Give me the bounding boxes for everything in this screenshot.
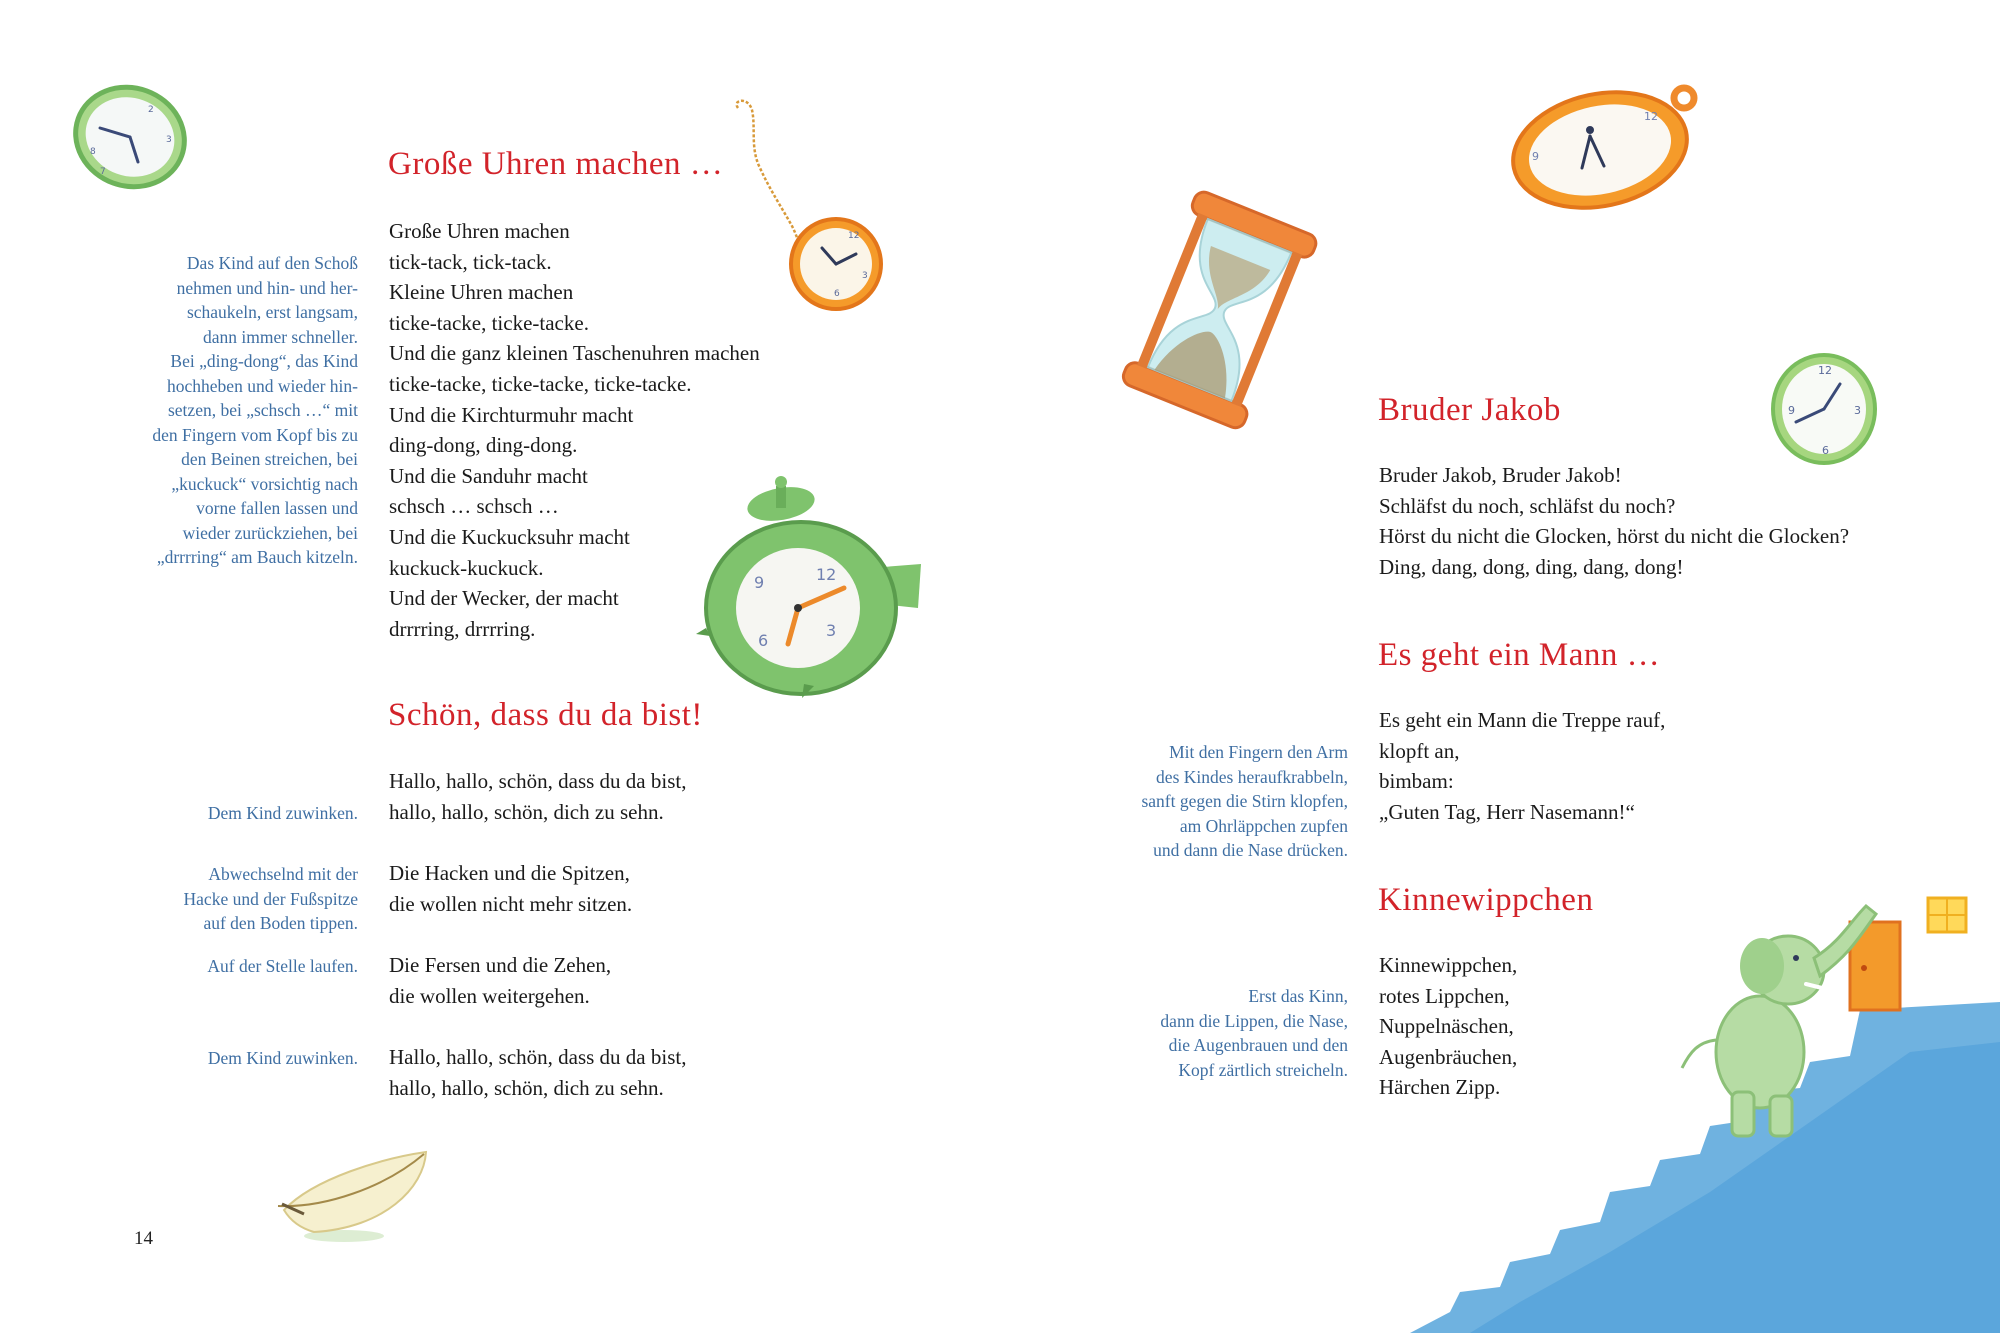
note-line: den Beinen streichen, bei xyxy=(181,449,358,469)
svg-text:9: 9 xyxy=(1788,404,1795,417)
instruction-note-grosse-uhren xyxy=(152,251,358,570)
svg-text:6: 6 xyxy=(758,631,769,650)
poem-stanza-3 xyxy=(389,950,611,1011)
instruction-note-kinnewippchen xyxy=(1160,984,1348,1082)
note-line: „drrrring“ am Bauch kitzeln. xyxy=(156,547,358,567)
note-line: Erst das Kinn, xyxy=(1248,986,1348,1006)
poem-line: ding-dong, ding-dong. xyxy=(389,433,578,458)
instruction-note-es-geht-ein-mann xyxy=(1141,740,1348,863)
feather-icon xyxy=(274,1148,434,1248)
poem-line: die wollen nicht mehr sitzen. xyxy=(389,891,633,916)
poem-line: Kleine Uhren machen xyxy=(389,280,574,305)
svg-text:12: 12 xyxy=(1644,110,1658,123)
note-line: des Kindes heraufkrabbeln, xyxy=(1156,766,1348,787)
poem-line: Bruder Jakob, Bruder Jakob! xyxy=(1379,463,1622,487)
poem-line: Härchen Zipp. xyxy=(1379,1075,1501,1100)
page-number: 14 xyxy=(134,1228,153,1249)
poem-line: Augenbräuchen, xyxy=(1379,1044,1518,1069)
poem-line: bimbam: xyxy=(1379,769,1454,794)
poem-line: Kinnewippchen, xyxy=(1379,953,1518,977)
poem-line: Große Uhren machen xyxy=(389,219,570,243)
svg-text:3: 3 xyxy=(826,621,837,640)
instruction-note-stanza-1 xyxy=(208,801,358,826)
note-line: sanft gegen die Stirn klopfen, xyxy=(1141,791,1348,811)
poem-line: Hallo, hallo, schön, dass du da bist, xyxy=(389,769,687,793)
poem-es-geht-ein-mann xyxy=(1379,705,1665,827)
svg-text:6: 6 xyxy=(1822,444,1829,457)
svg-text:12: 12 xyxy=(1818,364,1832,377)
poem-line: kuckuck-kuckuck. xyxy=(389,555,544,580)
song-title-schoen-dass-du-da-bist: Schön, dass du da bist! xyxy=(388,697,703,733)
svg-text:7: 7 xyxy=(100,167,106,177)
poem-line: Es geht ein Mann die Treppe rauf, xyxy=(1379,708,1666,732)
note-line: dann immer schneller. xyxy=(202,326,358,347)
note-line: Dem Kind zuwinken. xyxy=(207,1048,358,1068)
poem-line: schsch … schsch … xyxy=(389,494,559,519)
poem-line: Die Fersen und die Zehen, xyxy=(389,953,612,977)
song-title-es-geht-ein-mann: Es geht ein Mann … xyxy=(1378,637,1661,673)
note-line: auf den Boden tippen. xyxy=(203,913,358,933)
poem-line: klopft an, xyxy=(1379,738,1460,763)
note-line: dann die Lippen, die Nase, xyxy=(1160,1010,1348,1031)
note-line: nehmen und hin- und her- xyxy=(176,277,358,298)
note-line: den Fingern vom Kopf bis zu xyxy=(152,424,358,445)
poem-line: drrrring, drrrring. xyxy=(389,616,536,641)
song-title-kinnewippchen: Kinnewippchen xyxy=(1378,882,1594,918)
poem-line: Die Hacken und die Spitzen, xyxy=(389,861,630,885)
svg-text:3: 3 xyxy=(166,135,172,145)
poem-line: Und die ganz kleinen Taschenuhren machen xyxy=(389,341,760,366)
poem-line: Nuppelnäschen, xyxy=(1379,1014,1514,1039)
poem-line: Und die Kuckucksuhr macht xyxy=(389,524,630,549)
note-line: wieder zurückziehen, bei xyxy=(182,522,358,543)
note-line: Hacke und der Fußspitze xyxy=(183,888,358,909)
poem-line: tick-tack, tick-tack. xyxy=(389,249,552,274)
poem-line: die wollen weitergehen. xyxy=(389,983,590,1008)
poem-line: hallo, hallo, schön, dich zu sehn. xyxy=(389,1075,664,1100)
svg-text:3: 3 xyxy=(862,271,868,281)
note-line: schaukeln, erst langsam, xyxy=(186,302,358,322)
note-line: Kopf zärtlich streicheln. xyxy=(1178,1059,1348,1080)
svg-text:2: 2 xyxy=(148,105,154,115)
poem-bruder-jakob xyxy=(1379,460,1849,582)
poem-stanza-2 xyxy=(389,858,632,919)
poem-line: Und der Wecker, der macht xyxy=(389,586,619,611)
right-page xyxy=(1000,0,2000,1333)
svg-text:9: 9 xyxy=(754,573,765,592)
svg-text:8: 8 xyxy=(90,147,96,157)
poem-line: Und die Sanduhr macht xyxy=(389,463,588,488)
instruction-note-stanza-4 xyxy=(208,1046,358,1071)
note-line: die Augenbrauen und den xyxy=(1168,1035,1348,1055)
poem-line: Ding, dang, dong, ding, dang, dong! xyxy=(1379,554,1684,579)
note-line: Abwechselnd mit der xyxy=(208,864,358,884)
note-line: vorne fallen lassen und xyxy=(196,498,358,518)
svg-text:12: 12 xyxy=(816,565,837,584)
poem-line: hallo, hallo, schön, dich zu sehn. xyxy=(389,799,664,824)
note-line: hochheben und wieder hin- xyxy=(167,375,358,396)
note-line: setzen, bei „schsch …“ mit xyxy=(167,400,358,420)
poem-line: „Guten Tag, Herr Nasemann!“ xyxy=(1379,799,1635,824)
note-line: „kuckuck“ vorsichtig nach xyxy=(171,473,358,494)
svg-text:12: 12 xyxy=(848,231,860,241)
note-line: am Ohrläppchen zupfen xyxy=(1179,815,1348,836)
poem-line: Hallo, hallo, schön, dass du da bist, xyxy=(389,1045,687,1069)
instruction-note-stanza-3 xyxy=(207,954,358,979)
hourglass-icon xyxy=(1100,184,1340,434)
poem-line: ticke-tacke, ticke-tacke, ticke-tacke. xyxy=(389,371,692,396)
orange-pocket-watch-icon xyxy=(1510,84,1700,214)
poem-line: Schläfst du noch, schläfst du noch? xyxy=(1379,493,1676,518)
svg-text:3: 3 xyxy=(1854,404,1861,417)
green-wall-clock-icon xyxy=(70,82,190,192)
poem-stanza-1 xyxy=(389,766,686,827)
note-line: Bei „ding-dong“, das Kind xyxy=(170,351,358,371)
note-line: und dann die Nase drücken. xyxy=(1153,840,1348,860)
svg-text:6: 6 xyxy=(834,289,840,299)
instruction-note-stanza-2 xyxy=(184,862,358,936)
poem-line: ticke-tacke, ticke-tacke. xyxy=(389,310,589,335)
poem-stanza-4 xyxy=(389,1042,686,1103)
poem-kinnewippchen xyxy=(1379,950,1517,1103)
song-title-grosse-uhren: Große Uhren machen … xyxy=(388,146,724,182)
note-line: Das Kind auf den Schoß xyxy=(186,253,358,273)
svg-text:9: 9 xyxy=(1532,150,1539,163)
poem-grosse-uhren xyxy=(389,216,760,644)
green-wall-clock-icon xyxy=(1768,350,1880,468)
note-line: Mit den Fingern den Arm xyxy=(1169,742,1348,762)
poem-line: Und die Kirchturmuhr macht xyxy=(389,402,634,427)
note-line: Auf der Stelle laufen. xyxy=(207,956,358,976)
song-title-bruder-jakob: Bruder Jakob xyxy=(1378,392,1561,428)
poem-line: Hörst du nicht die Glocken, hörst du nicht die Glocken? xyxy=(1379,524,1850,549)
note-line: Dem Kind zuwinken. xyxy=(207,803,358,823)
poem-line: rotes Lippchen, xyxy=(1379,983,1510,1008)
